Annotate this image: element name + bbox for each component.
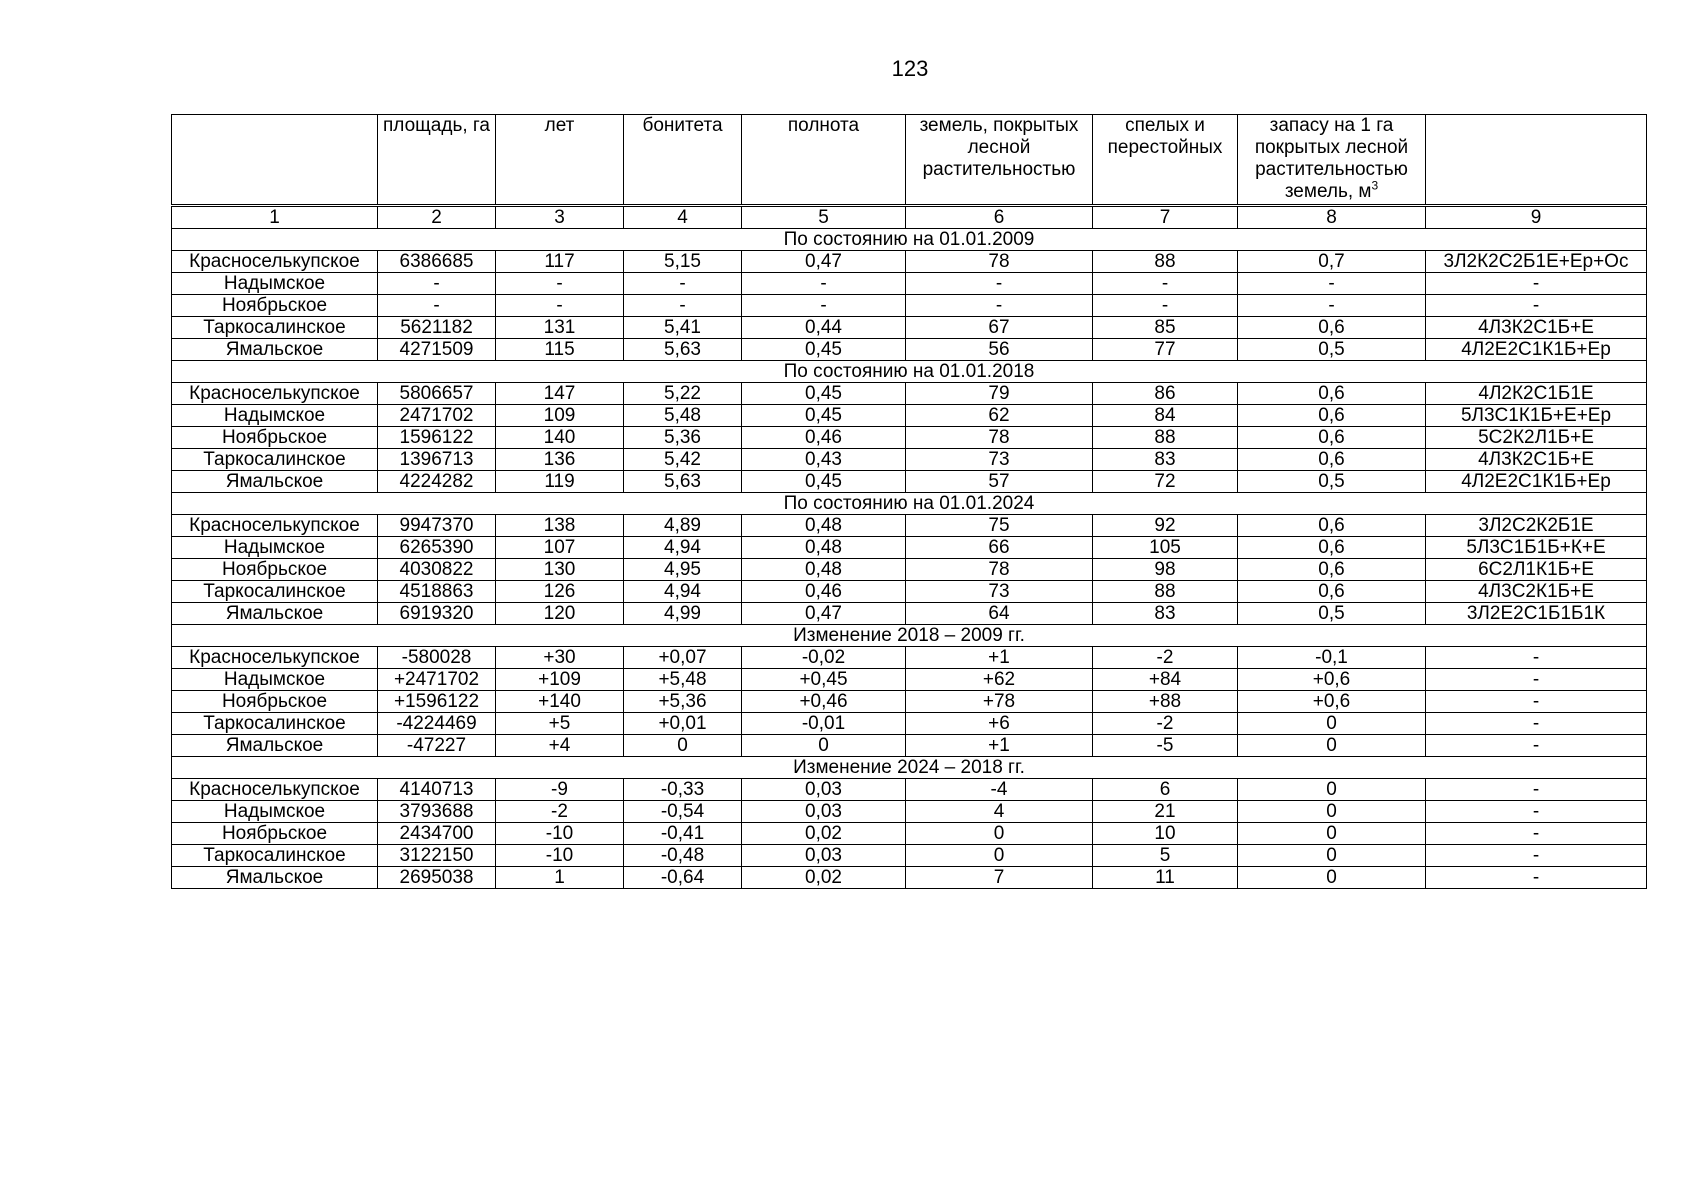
- table-cell: 6: [1093, 779, 1238, 801]
- table-cell: 84: [1093, 405, 1238, 427]
- table-row: [172, 603, 1647, 625]
- table-row: [172, 537, 1647, 559]
- table-cell: 3122150: [378, 845, 496, 867]
- column-number: 5: [742, 206, 906, 229]
- table-cell: 3Л2С2К2Б1Е: [1426, 515, 1647, 537]
- table-cell: 88: [1093, 581, 1238, 603]
- district-name: Красноселькупское: [172, 515, 378, 537]
- table-row: [172, 691, 1647, 713]
- table-cell: 92: [1093, 515, 1238, 537]
- table-cell: 3Л2Е2С1Б1Б1К: [1426, 603, 1647, 625]
- column-number: 2: [378, 206, 496, 229]
- table-cell: +62: [906, 669, 1093, 691]
- table-cell: 6386685: [378, 251, 496, 273]
- table-cell: 4140713: [378, 779, 496, 801]
- table-cell: 0,43: [742, 449, 906, 471]
- superscript: 3: [1371, 178, 1379, 193]
- table-cell: -: [1426, 801, 1647, 823]
- table-cell: 0: [1238, 735, 1426, 757]
- table-cell: 0: [1238, 779, 1426, 801]
- section-header-row: [172, 757, 1647, 779]
- table-cell: 0,02: [742, 867, 906, 889]
- table-cell: 4Л3С2К1Б+Е: [1426, 581, 1647, 603]
- table-cell: 0,6: [1238, 383, 1426, 405]
- table-row: [172, 713, 1647, 735]
- table-row: [172, 251, 1647, 273]
- table-cell: 4224282: [378, 471, 496, 493]
- header-cell: [1426, 115, 1647, 206]
- table-cell: 5,15: [624, 251, 742, 273]
- header-row: [172, 115, 1647, 206]
- table-cell: -0,41: [624, 823, 742, 845]
- header-cell: лет: [496, 115, 624, 206]
- table-cell: 136: [496, 449, 624, 471]
- district-name: Надымское: [172, 801, 378, 823]
- table-cell: +6: [906, 713, 1093, 735]
- table-cell: 0,6: [1238, 581, 1426, 603]
- table-cell: 7: [906, 867, 1093, 889]
- table-row: [172, 317, 1647, 339]
- table-row: [172, 867, 1647, 889]
- table-cell: -: [378, 273, 496, 295]
- table-cell: 0,45: [742, 339, 906, 361]
- district-name: Таркосалинское: [172, 581, 378, 603]
- table-body: [172, 229, 1647, 889]
- table-cell: +0,01: [624, 713, 742, 735]
- section-header-row: [172, 361, 1647, 383]
- column-number: 9: [1426, 206, 1647, 229]
- table-cell: 117: [496, 251, 624, 273]
- table-row: [172, 823, 1647, 845]
- table-cell: -47227: [378, 735, 496, 757]
- table-cell: 2434700: [378, 823, 496, 845]
- table-cell: -: [624, 295, 742, 317]
- table-cell: 5,22: [624, 383, 742, 405]
- section-title: Изменение 2024 – 2018 гг.: [172, 757, 1647, 779]
- table-cell: +4: [496, 735, 624, 757]
- table-cell: 5806657: [378, 383, 496, 405]
- table-cell: 4271509: [378, 339, 496, 361]
- table-cell: 5С2К2Л1Б+Е: [1426, 427, 1647, 449]
- table-cell: -2: [496, 801, 624, 823]
- table-cell: -: [906, 295, 1093, 317]
- column-number: 4: [624, 206, 742, 229]
- table-cell: +1: [906, 647, 1093, 669]
- table-cell: -: [1238, 295, 1426, 317]
- table-cell: 66: [906, 537, 1093, 559]
- table-cell: -4224469: [378, 713, 496, 735]
- table-cell: -0,48: [624, 845, 742, 867]
- table-cell: 4,94: [624, 581, 742, 603]
- header-text: запасу на 1 га покрытых лесной растительностью земель, м: [1254, 115, 1409, 202]
- table-cell: 56: [906, 339, 1093, 361]
- section-title: По состоянию на 01.01.2009: [172, 229, 1647, 251]
- table-cell: 0: [1238, 845, 1426, 867]
- table-cell: 1396713: [378, 449, 496, 471]
- table-cell: 64: [906, 603, 1093, 625]
- table-cell: 0,48: [742, 515, 906, 537]
- table-cell: -: [1093, 273, 1238, 295]
- section-title: Изменение 2018 – 2009 гг.: [172, 625, 1647, 647]
- table-cell: 0,03: [742, 801, 906, 823]
- table-cell: 86: [1093, 383, 1238, 405]
- table-cell: -0,1: [1238, 647, 1426, 669]
- table-cell: 120: [496, 603, 624, 625]
- table-cell: 0,44: [742, 317, 906, 339]
- table-cell: 0,46: [742, 581, 906, 603]
- table-cell: 6С2Л1К1Б+Е: [1426, 559, 1647, 581]
- table-cell: 0,48: [742, 537, 906, 559]
- table-cell: +109: [496, 669, 624, 691]
- table-cell: 0: [906, 823, 1093, 845]
- table-cell: 78: [906, 559, 1093, 581]
- table-row: [172, 383, 1647, 405]
- table-cell: 130: [496, 559, 624, 581]
- table-cell: 6265390: [378, 537, 496, 559]
- table-cell: 0,7: [1238, 251, 1426, 273]
- table-cell: -: [1426, 735, 1647, 757]
- table-cell: 75: [906, 515, 1093, 537]
- table-cell: 83: [1093, 449, 1238, 471]
- table-cell: -: [906, 273, 1093, 295]
- district-name: Ноябрьское: [172, 691, 378, 713]
- table-cell: 5,63: [624, 471, 742, 493]
- table-cell: 119: [496, 471, 624, 493]
- table-cell: 9947370: [378, 515, 496, 537]
- table-cell: 5Л3С1К1Б+Е+Ер: [1426, 405, 1647, 427]
- table-cell: -10: [496, 845, 624, 867]
- table-cell: -0,54: [624, 801, 742, 823]
- table-cell: 0: [624, 735, 742, 757]
- table-cell: 5Л3С1Б1Б+К+Е: [1426, 537, 1647, 559]
- table-cell: 4Л2К2С1Б1Е: [1426, 383, 1647, 405]
- section-header-row: [172, 493, 1647, 515]
- district-name: Надымское: [172, 273, 378, 295]
- table-row: [172, 515, 1647, 537]
- table-cell: -9: [496, 779, 624, 801]
- district-name: Таркосалинское: [172, 845, 378, 867]
- table-cell: 0,48: [742, 559, 906, 581]
- table-row: [172, 273, 1647, 295]
- table-cell: 0: [906, 845, 1093, 867]
- table-cell: +0,45: [742, 669, 906, 691]
- table-cell: -: [742, 273, 906, 295]
- table-cell: -: [496, 295, 624, 317]
- district-name: Ямальское: [172, 867, 378, 889]
- page-number: 123: [891, 56, 929, 81]
- table-cell: 4030822: [378, 559, 496, 581]
- table-row: [172, 339, 1647, 361]
- table-cell: 0,02: [742, 823, 906, 845]
- table-cell: 140: [496, 427, 624, 449]
- table-cell: 0,5: [1238, 603, 1426, 625]
- header-cell: спелых и перестойных: [1093, 115, 1238, 206]
- table-cell: 1596122: [378, 427, 496, 449]
- table-cell: 105: [1093, 537, 1238, 559]
- table-cell: 73: [906, 449, 1093, 471]
- section-header-row: [172, 625, 1647, 647]
- table-cell: 77: [1093, 339, 1238, 361]
- section-header-row: [172, 229, 1647, 251]
- table-cell: 0,6: [1238, 449, 1426, 471]
- table-cell: -: [1426, 779, 1647, 801]
- district-name: Ямальское: [172, 735, 378, 757]
- column-number: 1: [172, 206, 378, 229]
- district-name: Ямальское: [172, 603, 378, 625]
- table-cell: 115: [496, 339, 624, 361]
- table-cell: 0,45: [742, 383, 906, 405]
- table-cell: +0,07: [624, 647, 742, 669]
- table-cell: +5,36: [624, 691, 742, 713]
- table-cell: 4,95: [624, 559, 742, 581]
- table-cell: -: [1426, 691, 1647, 713]
- table-row: [172, 735, 1647, 757]
- column-number: 8: [1238, 206, 1426, 229]
- table-cell: 4518863: [378, 581, 496, 603]
- table-cell: +30: [496, 647, 624, 669]
- table-cell: 0,6: [1238, 317, 1426, 339]
- table-cell: -: [1238, 273, 1426, 295]
- table-cell: 0: [1238, 823, 1426, 845]
- table-cell: +0,46: [742, 691, 906, 713]
- district-name: Красноселькупское: [172, 779, 378, 801]
- table-cell: -: [1426, 669, 1647, 691]
- district-name: Таркосалинское: [172, 713, 378, 735]
- table-cell: 3793688: [378, 801, 496, 823]
- header-cell: площадь, га: [378, 115, 496, 206]
- table-cell: 0,6: [1238, 537, 1426, 559]
- district-name: Надымское: [172, 405, 378, 427]
- table-cell: 5,36: [624, 427, 742, 449]
- table-cell: -: [624, 273, 742, 295]
- table-row: [172, 845, 1647, 867]
- table-cell: 98: [1093, 559, 1238, 581]
- table-cell: +5: [496, 713, 624, 735]
- district-name: Надымское: [172, 537, 378, 559]
- table-cell: 0,47: [742, 603, 906, 625]
- table-cell: -: [1093, 295, 1238, 317]
- table-cell: 11: [1093, 867, 1238, 889]
- district-name: Ноябрьское: [172, 823, 378, 845]
- table-cell: 147: [496, 383, 624, 405]
- table-cell: +140: [496, 691, 624, 713]
- table-cell: -: [1426, 273, 1647, 295]
- header-cell: полнота: [742, 115, 906, 206]
- table-cell: -580028: [378, 647, 496, 669]
- table-cell: 126: [496, 581, 624, 603]
- table-cell: +84: [1093, 669, 1238, 691]
- table-cell: -: [496, 273, 624, 295]
- table-cell: 4Л3К2С1Б+Е: [1426, 317, 1647, 339]
- table-cell: -2: [1093, 647, 1238, 669]
- district-name: Ноябрьское: [172, 427, 378, 449]
- table-row: [172, 427, 1647, 449]
- table-cell: -0,02: [742, 647, 906, 669]
- table-cell: +1: [906, 735, 1093, 757]
- table-cell: -: [378, 295, 496, 317]
- table-cell: 0,47: [742, 251, 906, 273]
- table-cell: 131: [496, 317, 624, 339]
- table-cell: 2471702: [378, 405, 496, 427]
- table-cell: +5,48: [624, 669, 742, 691]
- table-cell: 0: [1238, 867, 1426, 889]
- table-cell: 88: [1093, 427, 1238, 449]
- district-name: Ямальское: [172, 339, 378, 361]
- district-name: Красноселькупское: [172, 251, 378, 273]
- column-number: 6: [906, 206, 1093, 229]
- table-cell: 0,6: [1238, 559, 1426, 581]
- table-cell: +0,6: [1238, 691, 1426, 713]
- forest-stats-table: [171, 114, 1647, 889]
- table-cell: 73: [906, 581, 1093, 603]
- table-cell: 57: [906, 471, 1093, 493]
- column-number: 3: [496, 206, 624, 229]
- table-cell: 78: [906, 251, 1093, 273]
- table-cell: 4Л3К2С1Б+Е: [1426, 449, 1647, 471]
- table-cell: 138: [496, 515, 624, 537]
- table-cell: 67: [906, 317, 1093, 339]
- table-cell: -4: [906, 779, 1093, 801]
- table-cell: 5,48: [624, 405, 742, 427]
- table-cell: 0,03: [742, 845, 906, 867]
- table-cell: 0,6: [1238, 427, 1426, 449]
- header-cell: [172, 115, 378, 206]
- header-cell: бонитета: [624, 115, 742, 206]
- table-row: [172, 581, 1647, 603]
- table-cell: 62: [906, 405, 1093, 427]
- table-cell: 88: [1093, 251, 1238, 273]
- table-cell: 2695038: [378, 867, 496, 889]
- table-cell: +2471702: [378, 669, 496, 691]
- table-cell: 1: [496, 867, 624, 889]
- table-cell: +1596122: [378, 691, 496, 713]
- table-cell: 4Л2Е2С1К1Б+Ер: [1426, 339, 1647, 361]
- table-cell: 6919320: [378, 603, 496, 625]
- table-cell: 0,45: [742, 471, 906, 493]
- table-cell: 0,5: [1238, 339, 1426, 361]
- table-cell: 0: [742, 735, 906, 757]
- table-cell: -10: [496, 823, 624, 845]
- table-cell: 4: [906, 801, 1093, 823]
- table-cell: 0,6: [1238, 405, 1426, 427]
- table-cell: 0: [1238, 713, 1426, 735]
- district-name: Таркосалинское: [172, 317, 378, 339]
- district-name: Ямальское: [172, 471, 378, 493]
- district-name: Ноябрьское: [172, 295, 378, 317]
- table-cell: 5621182: [378, 317, 496, 339]
- table-cell: +0,6: [1238, 669, 1426, 691]
- table-row: [172, 801, 1647, 823]
- table-cell: 0,03: [742, 779, 906, 801]
- table-cell: 78: [906, 427, 1093, 449]
- table-cell: 3Л2К2С2Б1Е+Ер+Ос: [1426, 251, 1647, 273]
- district-name: Таркосалинское: [172, 449, 378, 471]
- table-cell: 79: [906, 383, 1093, 405]
- table-cell: -: [1426, 845, 1647, 867]
- table-row: [172, 449, 1647, 471]
- table-cell: 4,94: [624, 537, 742, 559]
- table-cell: -: [1426, 295, 1647, 317]
- table-row: [172, 779, 1647, 801]
- table-row: [172, 647, 1647, 669]
- table-cell: 72: [1093, 471, 1238, 493]
- district-name: Надымское: [172, 669, 378, 691]
- header-cell: земель, покрытых лесной растительностью: [906, 115, 1093, 206]
- column-number: 7: [1093, 206, 1238, 229]
- table-row: [172, 295, 1647, 317]
- table-cell: 5,41: [624, 317, 742, 339]
- section-title: По состоянию на 01.01.2018: [172, 361, 1647, 383]
- table-cell: 5,42: [624, 449, 742, 471]
- table-cell: 5,63: [624, 339, 742, 361]
- table-cell: 10: [1093, 823, 1238, 845]
- table-cell: 0,46: [742, 427, 906, 449]
- table-cell: 0: [1238, 801, 1426, 823]
- table-cell: 85: [1093, 317, 1238, 339]
- table-cell: 4Л2Е2С1К1Б+Ер: [1426, 471, 1647, 493]
- table-cell: 83: [1093, 603, 1238, 625]
- table-cell: -0,64: [624, 867, 742, 889]
- table-cell: 0,5: [1238, 471, 1426, 493]
- table-row: [172, 669, 1647, 691]
- table-cell: -0,33: [624, 779, 742, 801]
- table-cell: -: [742, 295, 906, 317]
- table-cell: 0,45: [742, 405, 906, 427]
- table-cell: 4,99: [624, 603, 742, 625]
- table-row: [172, 405, 1647, 427]
- district-name: Ноябрьское: [172, 559, 378, 581]
- table-cell: 107: [496, 537, 624, 559]
- table-cell: -2: [1093, 713, 1238, 735]
- table-cell: 4,89: [624, 515, 742, 537]
- table-cell: -: [1426, 713, 1647, 735]
- table-cell: -0,01: [742, 713, 906, 735]
- district-name: Красноселькупское: [172, 647, 378, 669]
- table-cell: -: [1426, 823, 1647, 845]
- district-name: Красноселькупское: [172, 383, 378, 405]
- table-cell: 0,6: [1238, 515, 1426, 537]
- table-cell: +78: [906, 691, 1093, 713]
- table-cell: +88: [1093, 691, 1238, 713]
- column-number-row: [172, 206, 1647, 229]
- section-title: По состоянию на 01.01.2024: [172, 493, 1647, 515]
- table-cell: -5: [1093, 735, 1238, 757]
- table-cell: -: [1426, 647, 1647, 669]
- table-cell: 21: [1093, 801, 1238, 823]
- table-row: [172, 471, 1647, 493]
- table-row: [172, 559, 1647, 581]
- header-cell: [1238, 115, 1426, 206]
- table-cell: 109: [496, 405, 624, 427]
- table-cell: 5: [1093, 845, 1238, 867]
- table-cell: -: [1426, 867, 1647, 889]
